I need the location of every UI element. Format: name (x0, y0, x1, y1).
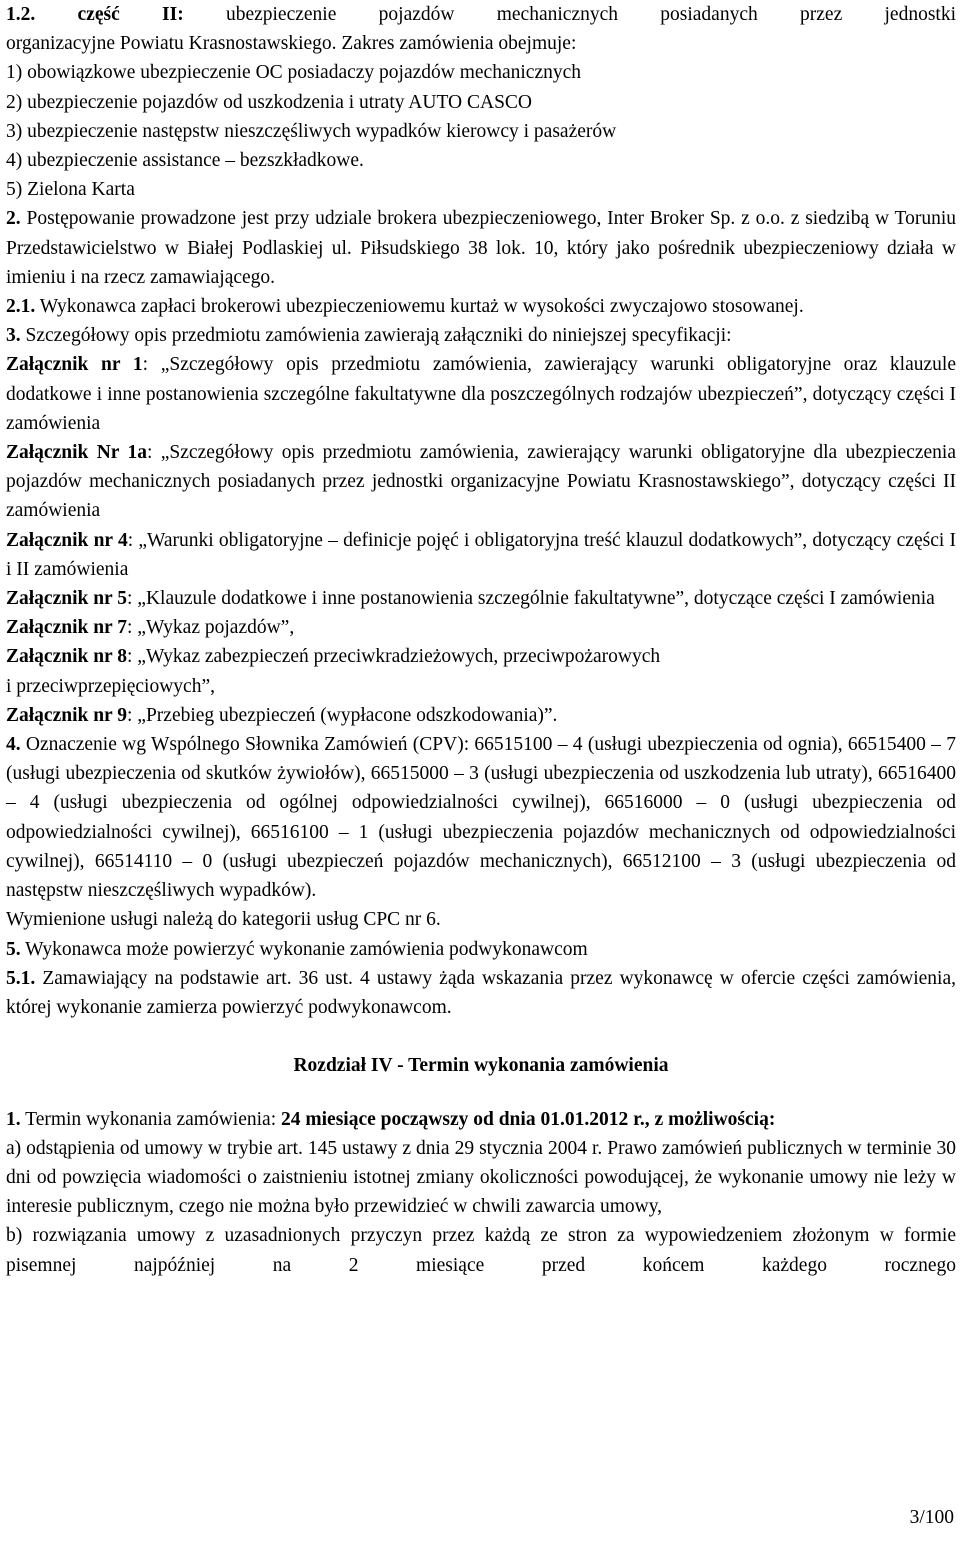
scope-item: 5) Zielona Karta (6, 179, 135, 201)
scope-item: 1) obowiązkowe ubezpieczenie OC posiadaczy pojazdów mechanicznych (6, 62, 582, 84)
attachment-1: Załącznik nr 1: „Szczegółowy opis przedmiotu zamówienia, zawierający warunki obligatoryjne oraz klauzule dodatkowe i inne postanowienia szczególne fakultatywne dla poszczególnych rodzajów ubezpieczeń”, dotyczący części I zamówienia (6, 354, 956, 434)
section-number: 1.2. (6, 4, 36, 25)
scope-item: 3) ubezpieczenie następstw nieszczęśliwych wypadków kierowcy i pasażerów (6, 120, 617, 142)
section-5-1-subcontracting-detail: 5.1. Zamawiający na podstawie art. 36 ust. 4 ustawy żąda wskazania przez wykonawcę w ofercie części zamówienia, której wykonanie zamierza powierzyć podwykonawcom. (6, 967, 956, 1018)
scope-item: 2) ubezpieczenie pojazdów od uszkodzenia i utraty AUTO CASCO (6, 91, 533, 113)
section-3-intro: 3. Szczegółowy opis przedmiotu zamówienia zawierają załączniki do niniejszej specyfikacji: (6, 325, 732, 347)
term-option-b: b) rozwiązania umowy z uzasadnionych przyczyn przez każdą ze stron za wypowiedzeniem złożonym w formie pisemnej najpóźniej na 2 miesiące przed końcem każdego rocznego (6, 1225, 956, 1276)
chapter-4-title: Rozdział IV - Termin wykonania zamówienia (293, 1055, 669, 1077)
document-page (6, 0, 956, 1280)
term-option-a: a) odstąpienia od umowy w trybie art. 145 ustawy z dnia 29 stycznia 2004 r. Prawo zamówień publicznych w terminie 30 dni od powzięcia wiadomości o zaistnieniu istotnej zmiany okoliczności powodującej, że wykonanie umowy nie leży w interesie publicznym, czego nie można było przewidzieć w chwili zawarcia umowy, (6, 1137, 956, 1218)
spacer (6, 1022, 956, 1051)
section-1-2-heading: 1.2. część II: ubezpieczenie pojazdów mechanicznych posiadanych przez jednostki (6, 4, 956, 25)
section-5-subcontracting: 5. Wykonawca może powierzyć wykonanie zamówienia podwykonawcom (6, 938, 588, 960)
section-4-service-category: Wymienione usługi należą do kategorii usług CPC nr 6. (6, 909, 441, 931)
section-2-1-commission: 2.1. Wykonawca zapłaci brokerowi ubezpieczeniowemu kurtaż w wysokości zwyczajowo stosowanej. (6, 296, 804, 318)
scope-item: 4) ubezpieczenie assistance – bezszkładkowe. (6, 150, 364, 172)
attachment-1a: Załącznik Nr 1a: „Szczegółowy opis przedmiotu zamówienia, zawierający warunki obligatoryjne dla ubezpieczenia pojazdów mechanicznych posiadanych przez jednostki organizacyjne Powiatu Krasnostawskiego”, dotyczący części II zamówienia (6, 442, 956, 522)
attachment-8: Załącznik nr 8: „Wykaz zabezpieczeń przeciwkradzieżowych, przeciwpożarowych (6, 646, 661, 668)
page-number: 3/100 (909, 1507, 954, 1528)
attachment-5: Załącznik nr 5: „Klauzule dodatkowe i inne postanowienia szczególnie fakultatywne”, dotyczące części I zamówienia (6, 588, 935, 610)
section-2-broker: 2. Postępowanie prowadzone jest przy udziale brokera ubezpieczeniowego, Inter Broker Sp. z o.o. z siedzibą w Toruniu Przedstawicielstwo w Białej Podlaskiej ul. Piłsudskiego 38 lok. 10, który jako pośrednik ubezpieczeniowy działa w imieniu i na rzecz zamawiającego. (6, 208, 956, 288)
attachment-9: Załącznik nr 9: „Przebieg ubezpieczeń (wypłacone odszkodowania)”. (6, 704, 558, 726)
attachment-4: Załącznik nr 4: „Warunki obligatoryjne – definicje pojęć i obligatoryjna treść klauzul dodatkowych”, dotyczący części I i II zamówienia (6, 529, 956, 580)
section-1-2-scope-intro: organizacyjne Powiatu Krasnostawskiego. Zakres zamówienia obejmuje: (6, 33, 577, 55)
term-of-execution: 1. Termin wykonania zamówienia: 24 miesiące począwszy od dnia 01.01.2012 r., z możliwością: (6, 1108, 776, 1130)
section-part-label: część II: (77, 4, 184, 25)
spacer (6, 1081, 956, 1105)
section-4-cpv: 4. Oznaczenie wg Wspólnego Słownika Zamówień (CPV): 66515100 – 4 (usługi ubezpieczenia od ognia), 66515400 – 7 (usługi ubezpieczenia od skutków żywiołów), 66515000 – 3 (usługi ubezpieczenia od uszkodzenia lub utraty), 66516400 – 4 (usługi ubezpieczenia od ogólnej odpowiedzialności cywilnej), 66516000 – 0 (usługi ubezpieczenia od odpowiedzialności cywilnej), 66516100 – 1 (usługi ubezpieczenia pojazdów mechanicznych od odpowiedzialności cywilnej), 66514110 – 0 (usługi ubezpieczeń pojazdów mechanicznych), 66512100 – 3 (usługi ubezpieczenia od następstw nieszczęśliwych wypadków). (6, 734, 956, 902)
attachment-7: Załącznik nr 7: „Wykaz pojazdów”, (6, 617, 295, 639)
attachment-8-continuation: i przeciwprzepięciowych”, (6, 675, 215, 697)
